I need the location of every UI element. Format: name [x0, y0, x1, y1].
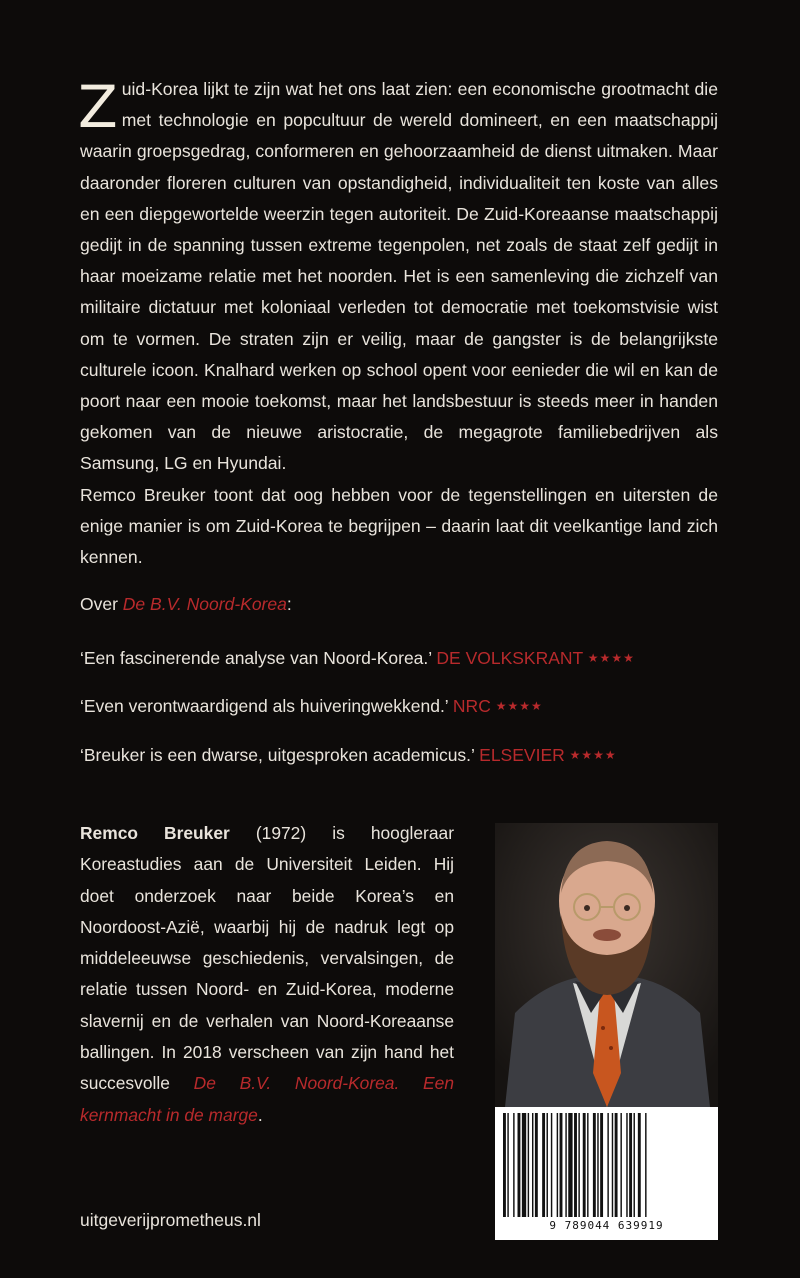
- barcode-bar: [645, 1113, 646, 1217]
- barcode-bar: [518, 1113, 521, 1217]
- barcode-bar: [503, 1113, 506, 1217]
- barcode-bar: [560, 1113, 563, 1217]
- review-quote-2: [80, 696, 543, 717]
- barcode-bar: [634, 1113, 635, 1217]
- rating-stars: ★★★★: [569, 748, 617, 762]
- author-bio-end: .: [257, 1104, 263, 1125]
- review-source: DE VOLKSKRANT: [436, 648, 583, 668]
- author-name: Remco Breuker: [80, 823, 230, 843]
- barcode-bar: [612, 1113, 613, 1217]
- blurb-paragraph-2: Remco Breuker toont dat oog hebben voor de tegenstellingen en uitersten de enige manier is om Zuid-Korea te begrijpen – daarin laat dit veelkantige land zich kennen.: [80, 484, 718, 568]
- barcode-bar: [522, 1113, 526, 1217]
- blurb-paragraph-1: uid-Korea lijkt te zijn wat het ons laat zien: een economische grootmacht die met technologie en popcultuur de wereld domineert, en een maatschappij waarin groepsgedrag, conformeren en gehoorzaamheid de dienst uitmaken. Maar daaronder floreren culturen van opstandigheid, individualiteit ten koste van alles en een diepgewortelde weerzin tegen autoriteit. De Zuid-Koreaanse maatschappij gedijt in de spanning tussen extreme tegenpolen, net zoals de staat zelf gedijt in haar moeizame relatie met het noorden. Het is een samenleving die zichzelf van militaire dictatuur met koloniaal verleden tot democratie met toekomstvisie wist om te vormen. De straten zijn er veilig, maar de gangster is de belangrijkste culturele icoon. Knalhard werken op school opent voor eenieder die wil en kan de poort naar een mooie toekomst, maar het landsbestuur is steeds meer in handen gekomen van de nieuwe aristocratie, de megagrote familiebedrijven als Samsung, LG en Hyundai.: [80, 79, 718, 474]
- barcode-bar: [574, 1113, 577, 1217]
- barcode-bar: [507, 1113, 508, 1217]
- review-text: ‘Breuker is een dwarse, uitgesproken academicus.’: [80, 745, 475, 765]
- barcode-bar: [593, 1113, 596, 1217]
- author-book-title: De B.V. Noord-Korea. Een kernmacht in de marge: [80, 1073, 454, 1125]
- barcode-number: 9 789044 639919: [549, 1219, 664, 1232]
- barcode-bar: [547, 1113, 548, 1217]
- barcode-bar: [535, 1113, 538, 1217]
- barcode-bar: [600, 1113, 603, 1217]
- barcode-bar: [542, 1113, 545, 1217]
- publisher-url: uitgeverijprometheus.nl: [80, 1210, 261, 1230]
- barcode-bar: [568, 1113, 572, 1217]
- barcode-bar: [551, 1113, 552, 1217]
- barcode-bar: [620, 1113, 621, 1217]
- rating-stars: ★★★★: [587, 651, 635, 665]
- author-photo: [495, 823, 718, 1107]
- barcode-bar: [597, 1113, 598, 1217]
- barcode-bar: [587, 1113, 588, 1217]
- review-text: ‘Even verontwaardigend als huiveringwekkend.’: [80, 696, 449, 716]
- barcode-bar: [629, 1113, 632, 1217]
- review-quote-1: [80, 648, 635, 669]
- barcode-bar: [565, 1113, 566, 1217]
- review-quote-3: [80, 745, 617, 766]
- previous-book-title: De B.V. Noord-Korea: [122, 594, 287, 614]
- author-portrait-illustration: [495, 823, 718, 1107]
- isbn-barcode: [495, 1107, 718, 1240]
- barcode-bar: [615, 1113, 618, 1217]
- barcode-bar: [607, 1113, 608, 1217]
- previous-book-heading: [80, 594, 292, 615]
- barcode-bar: [557, 1113, 558, 1217]
- barcode-bar: [583, 1113, 586, 1217]
- author-bio-text: (1972) is hoogleraar Koreastudies aan de Universiteit Leiden. Hij doet onderzoek naar beide Korea’s en Noordoost-Azië, waarbij hij de nadruk legt op middeleeuwse geschiedenis, vervalsingen, de relatie tussen Noord- en Zuid-Korea, moderne slavernij en de verhalen van Noord-Koreaanse ballingen. In 2018 verscheen van zijn hand het succesvolle: [80, 823, 454, 1094]
- review-source: NRC: [452, 696, 491, 716]
- barcode-bar: [528, 1113, 529, 1217]
- rating-stars: ★★★★: [495, 699, 543, 713]
- review-source: ELSEVIER: [479, 745, 565, 765]
- review-text: ‘Een fascinerende analyse van Noord-Korea.’: [80, 648, 432, 668]
- barcode-bar: [638, 1113, 641, 1217]
- back-cover-blurb: [80, 74, 718, 573]
- barcode-bar: [578, 1113, 579, 1217]
- over-suffix: :: [286, 594, 292, 614]
- over-prefix: Over: [80, 594, 123, 614]
- barcode-bar: [513, 1113, 514, 1217]
- barcode-bar: [626, 1113, 627, 1217]
- drop-cap: Z: [78, 73, 118, 141]
- barcode-bar: [532, 1113, 533, 1217]
- author-bio: [80, 818, 454, 1131]
